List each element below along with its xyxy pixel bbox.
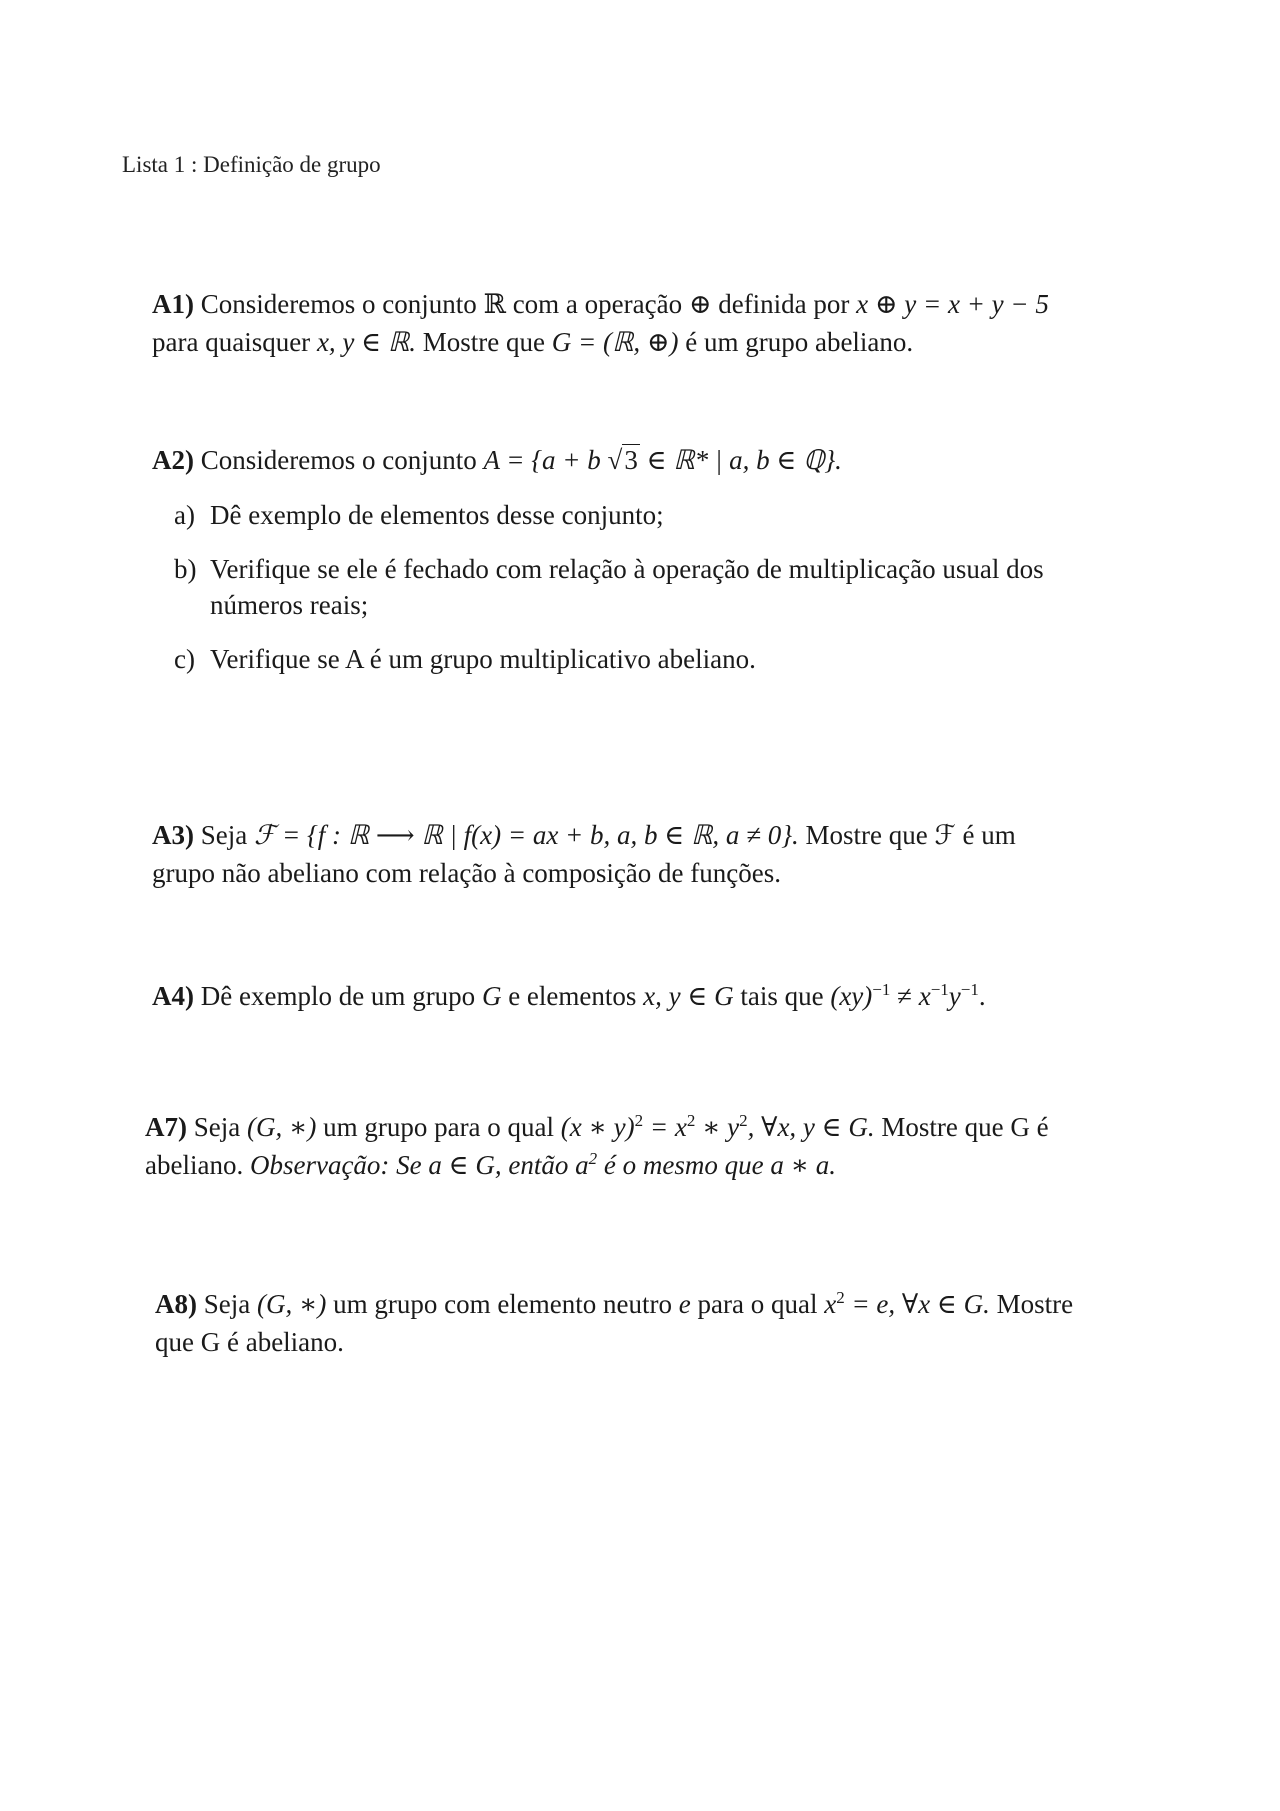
problem-a8-label: A8) xyxy=(155,1289,197,1319)
problem-a4-label: A4) xyxy=(152,981,194,1011)
problem-a2-label: A2) xyxy=(152,445,194,475)
problem-a1-formula: x ⊕ y = x + y − 5 xyxy=(856,289,1049,319)
problem-a1-label: A1) xyxy=(152,289,194,319)
obs-text2: é o mesmo que a ∗ a. xyxy=(603,1150,836,1180)
problem-a7-formula xyxy=(561,1112,875,1142)
sqrt-symbol: √3 xyxy=(607,445,638,475)
item-letter: b) xyxy=(174,554,197,584)
problem-a3-label: A3) xyxy=(152,820,194,850)
problem-a1-line1 xyxy=(152,285,1162,323)
problem-a7-text: Seja xyxy=(193,1112,241,1142)
problem-a8-line2: que G é abeliano. xyxy=(155,1327,344,1357)
problem-a1 xyxy=(152,285,1162,361)
formula-x: x xyxy=(824,1289,837,1319)
problem-a7-group: (G, ∗) xyxy=(247,1112,317,1142)
neq-symbol: ≠ xyxy=(897,981,912,1011)
problem-a2-item-c xyxy=(174,641,1134,677)
problem-a4-text: Dê exemplo de um grupo xyxy=(200,981,476,1011)
formula-y: y xyxy=(948,981,961,1011)
item-text: Dê exemplo de elementos desse conjunto; xyxy=(210,500,664,530)
problem-a1-text: Consideremos o conjunto xyxy=(200,289,477,319)
problem-a2 xyxy=(152,441,1162,677)
sqrt-radicand: 3 xyxy=(624,445,638,475)
problem-a7-line2 xyxy=(145,1146,1165,1184)
problem-a4-formula xyxy=(830,981,985,1011)
problem-a1-line2-text2: Mostre que xyxy=(422,327,546,357)
problem-a2-line1 xyxy=(152,441,1162,479)
problem-a8 xyxy=(155,1285,1165,1361)
problem-a1-text2: com a operação ⊕ definida por xyxy=(512,289,850,319)
problem-a8-text2: um grupo com elemento neutro xyxy=(333,1289,673,1319)
item-text: Verifique se ele é fechado com relação à operação de multiplicação usual dos números reais; xyxy=(210,554,1044,620)
problem-a2-item-b xyxy=(174,551,1134,623)
exponent: 2 xyxy=(686,1111,696,1130)
page-title: Lista 1 : Definição de grupo xyxy=(122,152,381,177)
problem-a1-group: G = (ℝ, ⊕) xyxy=(551,327,679,357)
problem-a1-set: ℝ xyxy=(483,289,506,319)
problem-a1-vars: x, y ∈ ℝ. xyxy=(316,327,417,357)
exponent: 2 xyxy=(634,1111,644,1130)
exponent: −1 xyxy=(960,980,979,999)
exponent: 2 xyxy=(739,1111,748,1130)
problem-a8-formula xyxy=(824,1289,990,1319)
problem-a7-text2: um grupo para o qual xyxy=(323,1112,555,1142)
problem-a4-text2: e elementos xyxy=(508,981,637,1011)
problem-a7-text3: Mostre que G é xyxy=(881,1112,1049,1142)
item-letter: a) xyxy=(174,500,195,530)
problem-a7-line1 xyxy=(145,1108,1165,1146)
problem-a2-subitems xyxy=(174,497,1134,677)
problem-a3-text2: Mostre que ℱ é um xyxy=(805,820,1016,850)
exponent: 2 xyxy=(836,1288,845,1307)
problem-a8-text3: para o qual xyxy=(697,1289,818,1319)
problem-a2-set-start: A = {a + b xyxy=(483,445,601,475)
problem-a2-set-end: ∈ ℝ* | a, b ∈ ℚ}. xyxy=(646,445,842,475)
problem-a7 xyxy=(145,1108,1165,1184)
exponent: 2 xyxy=(588,1149,598,1168)
problem-a2-item-a xyxy=(174,497,1134,533)
problem-a7-line2-text: abeliano. xyxy=(145,1150,244,1180)
problem-a1-line2-text3: é um grupo abeliano. xyxy=(685,327,914,357)
problem-a3-line2: grupo não abeliano com relação à composição de funções. xyxy=(152,858,781,888)
exponent: −1 xyxy=(930,980,949,999)
problem-a8-neutral: e xyxy=(678,1289,691,1319)
problem-a8-line1 xyxy=(155,1285,1165,1323)
problem-a3-formula: ℱ = {f : ℝ ⟶ ℝ | f(x) = ax + b, a, b ∈ ℝ, a ≠ 0}. xyxy=(254,820,799,850)
formula-x: x xyxy=(918,981,931,1011)
obs-text: Observação: Se a ∈ G, então a xyxy=(249,1150,589,1180)
problem-a4-group: G xyxy=(481,981,502,1011)
exponent: −1 xyxy=(872,980,891,999)
problem-a3-line1 xyxy=(152,816,1162,854)
problem-a4-text3: tais que xyxy=(740,981,824,1011)
formula-rest: , ∀x, y ∈ G. xyxy=(747,1112,875,1142)
problem-a1-line2 xyxy=(152,323,1162,361)
period: . xyxy=(978,981,986,1011)
formula-mid: = x xyxy=(649,1112,687,1142)
problem-a7-observation xyxy=(250,1150,836,1180)
formula-mid2: ∗ y xyxy=(702,1112,740,1142)
formula-lhs: (x ∗ y) xyxy=(560,1112,635,1142)
problem-a7-label: A7) xyxy=(145,1112,187,1142)
formula-rest: = e, ∀x ∈ G. xyxy=(851,1289,990,1319)
problem-a8-group: (G, ∗) xyxy=(257,1289,327,1319)
item-letter: c) xyxy=(174,644,195,674)
problem-a3 xyxy=(152,816,1162,892)
problem-a4 xyxy=(152,977,1162,1015)
item-text: Verifique se A é um grupo multiplicativo abeliano. xyxy=(210,644,756,674)
formula-lhs: (xy) xyxy=(830,981,873,1011)
problem-a1-line2-text: para quaisquer xyxy=(152,327,311,357)
problem-a4-vars: x, y ∈ G xyxy=(643,981,734,1011)
problem-a2-text: Consideremos o conjunto xyxy=(200,445,477,475)
problem-a3-text: Seja xyxy=(200,820,248,850)
problem-a8-text: Seja xyxy=(203,1289,251,1319)
problem-a8-text4: Mostre xyxy=(996,1289,1074,1319)
